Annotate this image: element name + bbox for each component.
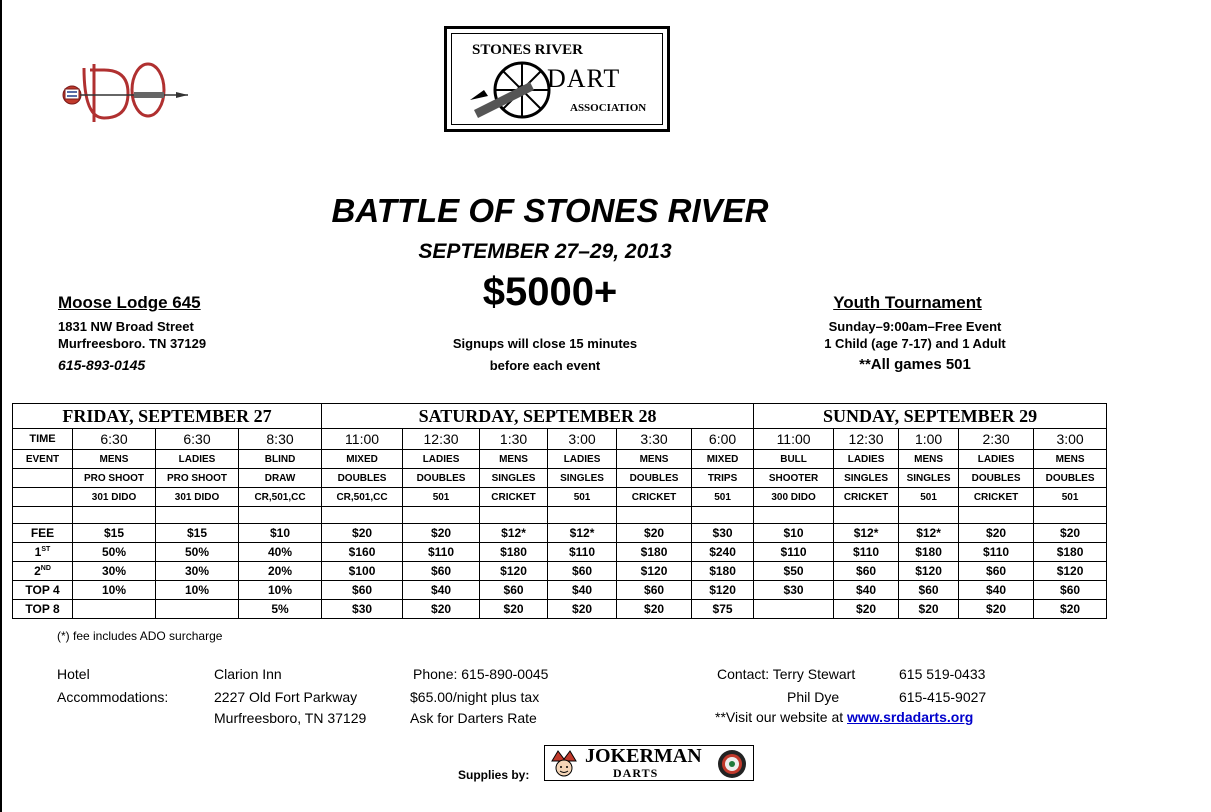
event-row-1 bbox=[13, 450, 1107, 469]
fee-cell: $10 bbox=[754, 524, 834, 543]
event-cell: BULL bbox=[754, 450, 834, 469]
payout-cell: $110 bbox=[959, 543, 1034, 562]
payout-cell: $100 bbox=[322, 562, 403, 581]
payout-cell: $240 bbox=[692, 543, 754, 562]
game-cell: 501 bbox=[403, 488, 480, 507]
payout-cell: $120 bbox=[480, 562, 548, 581]
time-cell: 1:00 bbox=[899, 429, 959, 450]
youth-line2: 1 Child (age 7-17) and 1 Adult bbox=[824, 336, 1006, 351]
time-cell: 2:30 bbox=[959, 429, 1034, 450]
hotel-city: Murfreesboro, TN 37129 bbox=[214, 710, 367, 726]
day-friday: FRIDAY, SEPTEMBER 27 bbox=[13, 404, 322, 429]
second-place-row bbox=[13, 562, 1107, 581]
payout-cell: $20 bbox=[617, 600, 692, 619]
payout-cell: 30% bbox=[156, 562, 239, 581]
payout-cell: $180 bbox=[480, 543, 548, 562]
hotel-phone: Phone: 615-890-0045 bbox=[413, 666, 549, 682]
payout-cell: $60 bbox=[480, 581, 548, 600]
srda-logo-line1: STONES RIVER bbox=[472, 42, 584, 58]
payout-cell: $20 bbox=[834, 600, 899, 619]
payout-cell: $180 bbox=[617, 543, 692, 562]
top8-row bbox=[13, 600, 1107, 619]
payout-cell: 40% bbox=[239, 543, 322, 562]
time-cell: 6:30 bbox=[73, 429, 156, 450]
fee-cell: $20 bbox=[617, 524, 692, 543]
payout-cell: $60 bbox=[322, 581, 403, 600]
payout-cell: $160 bbox=[322, 543, 403, 562]
hotel-rate-note: Ask for Darters Rate bbox=[410, 710, 537, 726]
payout-cell: $60 bbox=[617, 581, 692, 600]
time-cell: 8:30 bbox=[239, 429, 322, 450]
time-cell: 3:30 bbox=[617, 429, 692, 450]
event-cell: MENS bbox=[1034, 450, 1107, 469]
payout-cell: 50% bbox=[156, 543, 239, 562]
event-dates: SEPTEMBER 27–29, 2013 bbox=[418, 240, 672, 263]
srda-logo bbox=[444, 26, 670, 132]
event-cell: MIXED bbox=[322, 450, 403, 469]
event-cell: LADIES bbox=[834, 450, 899, 469]
venue-phone: 615-893-0145 bbox=[58, 357, 146, 373]
event-cell: MENS bbox=[480, 450, 548, 469]
payout-cell: $60 bbox=[403, 562, 480, 581]
payout-cell: $60 bbox=[548, 562, 617, 581]
event-cell: DOUBLES bbox=[1034, 469, 1107, 488]
hotel-label: Hotel bbox=[57, 666, 90, 682]
accommodations-label: Accommodations: bbox=[57, 689, 169, 705]
event-cell: SINGLES bbox=[548, 469, 617, 488]
game-cell: CRICKET bbox=[480, 488, 548, 507]
payout-cell: $40 bbox=[959, 581, 1034, 600]
contact-primary-phone: 615 519-0433 bbox=[899, 666, 986, 682]
time-row bbox=[13, 429, 1107, 450]
payout-cell: $20 bbox=[403, 600, 480, 619]
top8-label: TOP 8 bbox=[13, 600, 73, 619]
event-cell: LADIES bbox=[548, 450, 617, 469]
payout-cell: $20 bbox=[480, 600, 548, 619]
payout-cell: $60 bbox=[959, 562, 1034, 581]
venue-city: Murfreesboro. TN 37129 bbox=[58, 336, 207, 351]
top4-label: TOP 4 bbox=[13, 581, 73, 600]
fee-cell: $12* bbox=[480, 524, 548, 543]
website-line bbox=[715, 709, 973, 725]
time-cell: 11:00 bbox=[754, 429, 834, 450]
game-cell: 501 bbox=[899, 488, 959, 507]
event-label: EVENT bbox=[13, 450, 73, 469]
game-cell: 301 DIDO bbox=[156, 488, 239, 507]
fee-cell: $12* bbox=[834, 524, 899, 543]
payout-cell: $110 bbox=[834, 543, 899, 562]
time-cell: 12:30 bbox=[403, 429, 480, 450]
youth-line3: **All games 501 bbox=[859, 356, 971, 373]
event-title: BATTLE OF STONES RIVER bbox=[331, 192, 769, 229]
event-cell: SINGLES bbox=[899, 469, 959, 488]
fee-cell: $15 bbox=[156, 524, 239, 543]
fee-cell: $12* bbox=[548, 524, 617, 543]
website-prefix: **Visit our website at bbox=[715, 709, 848, 725]
payout-cell: 10% bbox=[73, 581, 156, 600]
contact-secondary-phone: 615-415-9027 bbox=[899, 689, 987, 705]
time-cell: 12:30 bbox=[834, 429, 899, 450]
event-cell: PRO SHOOT bbox=[156, 469, 239, 488]
payout-cell: 10% bbox=[239, 581, 322, 600]
event-cell: DOUBLES bbox=[617, 469, 692, 488]
supplies-label: Supplies by: bbox=[458, 768, 530, 782]
contact-secondary-name: Phil Dye bbox=[787, 689, 840, 705]
venue-street: 1831 NW Broad Street bbox=[58, 319, 194, 334]
jokerman-brand: JOKERMAN bbox=[585, 745, 702, 767]
game-cell: CR,501,CC bbox=[239, 488, 322, 507]
time-cell: 6:30 bbox=[156, 429, 239, 450]
empty-cell bbox=[13, 469, 73, 488]
payout-cell: $120 bbox=[899, 562, 959, 581]
payout-cell: 30% bbox=[73, 562, 156, 581]
first-place-row bbox=[13, 543, 1107, 562]
event-cell: PRO SHOOT bbox=[73, 469, 156, 488]
day-sunday: SUNDAY, SEPTEMBER 29 bbox=[754, 404, 1107, 429]
payout-cell: $30 bbox=[754, 581, 834, 600]
fee-cell: $30 bbox=[692, 524, 754, 543]
website-link[interactable]: www.srdadarts.org bbox=[847, 709, 974, 725]
time-cell: 3:00 bbox=[1034, 429, 1107, 450]
fee-cell: $12* bbox=[899, 524, 959, 543]
event-cell: BLIND bbox=[239, 450, 322, 469]
hotel-rate: $65.00/night plus tax bbox=[410, 689, 540, 705]
payout-cell: $40 bbox=[403, 581, 480, 600]
event-row-3 bbox=[13, 488, 1107, 507]
payout-cell: $30 bbox=[322, 600, 403, 619]
payout-cell: $50 bbox=[754, 562, 834, 581]
payout-cell: 20% bbox=[239, 562, 322, 581]
event-cell: DOUBLES bbox=[959, 469, 1034, 488]
payout-cell: $110 bbox=[754, 543, 834, 562]
event-cell: MENS bbox=[617, 450, 692, 469]
payout-cell: $60 bbox=[899, 581, 959, 600]
event-cell: LADIES bbox=[403, 450, 480, 469]
payout-cell: 10% bbox=[156, 581, 239, 600]
page-left-border bbox=[0, 0, 2, 812]
game-cell: CR,501,CC bbox=[322, 488, 403, 507]
payout-cell: $20 bbox=[959, 600, 1034, 619]
jester-icon bbox=[549, 749, 579, 779]
event-cell: SHOOTER bbox=[754, 469, 834, 488]
payout-cell: $180 bbox=[692, 562, 754, 581]
payout-cell: $120 bbox=[1034, 562, 1107, 581]
first-place-label: 1ST bbox=[13, 543, 73, 562]
time-cell: 6:00 bbox=[692, 429, 754, 450]
game-cell: CRICKET bbox=[617, 488, 692, 507]
signup-note-line1: Signups will close 15 minutes bbox=[452, 336, 638, 351]
event-cell: SINGLES bbox=[480, 469, 548, 488]
payout-cell: $110 bbox=[548, 543, 617, 562]
dartboard-icon bbox=[717, 749, 747, 779]
time-cell: 11:00 bbox=[322, 429, 403, 450]
signup-note-line2: before each event bbox=[489, 358, 601, 373]
event-cell: LADIES bbox=[156, 450, 239, 469]
payout-cell bbox=[73, 600, 156, 619]
tdo-logo bbox=[50, 48, 190, 128]
payout-cell: $75 bbox=[692, 600, 754, 619]
time-label: TIME bbox=[13, 429, 73, 450]
payout-cell bbox=[754, 600, 834, 619]
payout-cell bbox=[156, 600, 239, 619]
contact-primary-name: Contact: Terry Stewart bbox=[717, 666, 856, 682]
day-saturday: SATURDAY, SEPTEMBER 28 bbox=[322, 404, 754, 429]
blank-row bbox=[13, 507, 1107, 524]
payout-cell: $20 bbox=[548, 600, 617, 619]
youth-title: Youth Tournament bbox=[833, 293, 982, 312]
game-cell: 300 DIDO bbox=[754, 488, 834, 507]
event-cell: SINGLES bbox=[834, 469, 899, 488]
event-cell: DRAW bbox=[239, 469, 322, 488]
payout-cell: $180 bbox=[1034, 543, 1107, 562]
fee-cell: $20 bbox=[1034, 524, 1107, 543]
fee-row bbox=[13, 524, 1107, 543]
second-place-label: 2ND bbox=[13, 562, 73, 581]
venue-name: Moose Lodge 645 bbox=[58, 293, 201, 312]
payout-cell: $120 bbox=[617, 562, 692, 581]
top4-row bbox=[13, 581, 1107, 600]
youth-line1: Sunday–9:00am–Free Event bbox=[828, 319, 1002, 334]
payout-cell: $60 bbox=[1034, 581, 1107, 600]
event-cell: DOUBLES bbox=[403, 469, 480, 488]
jokerman-darts-logo bbox=[544, 745, 754, 781]
time-cell: 3:00 bbox=[548, 429, 617, 450]
jokerman-sub: DARTS bbox=[613, 766, 659, 780]
event-cell: DOUBLES bbox=[322, 469, 403, 488]
hotel-street: 2227 Old Fort Parkway bbox=[214, 689, 358, 705]
payout-cell: $20 bbox=[899, 600, 959, 619]
day-header-row bbox=[13, 404, 1107, 429]
game-cell: 501 bbox=[1034, 488, 1107, 507]
hotel-name: Clarion Inn bbox=[214, 666, 282, 682]
game-cell: 501 bbox=[548, 488, 617, 507]
game-cell: 501 bbox=[692, 488, 754, 507]
fee-label: FEE bbox=[13, 524, 73, 543]
srda-logo-line2: DART bbox=[547, 64, 621, 93]
fee-cell: $10 bbox=[239, 524, 322, 543]
event-cell: LADIES bbox=[959, 450, 1034, 469]
empty-cell bbox=[13, 488, 73, 507]
game-cell: CRICKET bbox=[834, 488, 899, 507]
time-cell: 1:30 bbox=[480, 429, 548, 450]
payout-cell: $60 bbox=[834, 562, 899, 581]
payout-cell: $20 bbox=[1034, 600, 1107, 619]
fee-footnote: (*) fee includes ADO surcharge bbox=[57, 629, 223, 643]
event-cell: MENS bbox=[73, 450, 156, 469]
fee-cell: $20 bbox=[403, 524, 480, 543]
payout-cell: $110 bbox=[403, 543, 480, 562]
event-cell: MENS bbox=[899, 450, 959, 469]
payout-cell: $120 bbox=[692, 581, 754, 600]
schedule-table bbox=[12, 403, 1107, 619]
event-cell: TRIPS bbox=[692, 469, 754, 488]
fee-cell: $20 bbox=[959, 524, 1034, 543]
fee-cell: $15 bbox=[73, 524, 156, 543]
payout-cell: 5% bbox=[239, 600, 322, 619]
payout-cell: $40 bbox=[834, 581, 899, 600]
payout-cell: $180 bbox=[899, 543, 959, 562]
fee-cell: $20 bbox=[322, 524, 403, 543]
payout-cell: 50% bbox=[73, 543, 156, 562]
game-cell: CRICKET bbox=[959, 488, 1034, 507]
srda-logo-line3: ASSOCIATION bbox=[570, 102, 647, 114]
game-cell: 301 DIDO bbox=[73, 488, 156, 507]
event-purse: $5000+ bbox=[482, 270, 618, 314]
event-row-2 bbox=[13, 469, 1107, 488]
event-cell: MIXED bbox=[692, 450, 754, 469]
payout-cell: $40 bbox=[548, 581, 617, 600]
